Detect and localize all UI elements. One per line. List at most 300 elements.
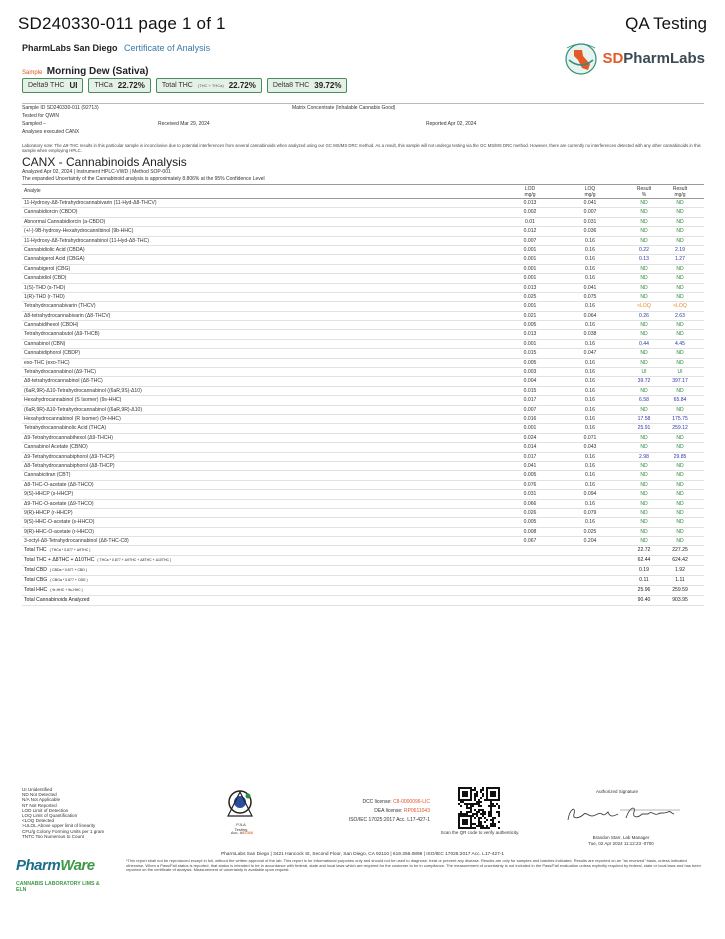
analyte-cell: 3-octyl-Δ8-Tetrahydrocannabinol (Δ8-THC-C8) (24, 538, 129, 545)
result-pct-cell: ND (640, 284, 648, 291)
total-pct-cell: 90.40 (637, 596, 651, 603)
analyte-cell: Cannabinol (CBN) (24, 340, 66, 347)
loq-cell: 0.041 (583, 284, 597, 291)
pjla-acc-label: Acc. # (230, 830, 242, 835)
table-row (22, 509, 704, 518)
legend-item: >ULOL Above upper limit of linearity (22, 823, 96, 829)
table-row (22, 330, 704, 339)
loq-cell: 0.16 (585, 500, 595, 507)
sample-name: Morning Dew (Sativa) (46, 66, 149, 77)
total-formula: ( CBDa * 0.877 + CBD ) (49, 568, 87, 573)
loq-cell: 0.16 (585, 256, 595, 263)
total-formula: ( THCa * 0.877 + Δ9THC ) (49, 548, 91, 553)
analyte-cell: 11-Hydroxy-Δ8-Tetrahydrocannabivarin (11-Hyd-Δ8-THCV) (24, 200, 157, 206)
table-row (22, 443, 704, 452)
result-mg-cell: ND (676, 209, 684, 216)
table-totals (22, 546, 704, 605)
pharmware-ware: Ware (60, 857, 95, 874)
legend-item: TNTC Too Numerous to Count (22, 833, 84, 839)
badge-label: THCa (94, 82, 113, 89)
result-mg-cell: ND (676, 387, 684, 394)
total-pct-cell: 0.19 (639, 567, 649, 574)
lod-cell: 0.031 (523, 491, 537, 498)
badge-value: 22.72% (228, 81, 256, 90)
total-label (24, 546, 90, 555)
dea-label: DEA license: (374, 808, 403, 814)
report-title: SD240330-011 page 1 of 1 (18, 14, 226, 33)
pharmware-pharm: Pharm (16, 857, 61, 874)
result-mg-cell: 2.19 (675, 246, 685, 253)
result-mg-cell: 65.84 (673, 397, 687, 404)
result-mg-cell: ND (676, 275, 684, 282)
analyte-cell: Tetrahydrocannabivarin (THCV) (24, 303, 96, 310)
logo-main: PharmLabs (623, 49, 705, 67)
table-row (22, 490, 704, 499)
legend-item: LOQ Limit of Quantification (22, 813, 78, 819)
total-formula: ( 9r-HHC + 9s-HHC ) (50, 588, 83, 593)
lod-cell: 0.025 (523, 293, 537, 300)
result-pct-cell: ND (640, 509, 648, 516)
table-row (22, 528, 704, 537)
logo-sd: SD (602, 49, 624, 67)
table-row (22, 518, 704, 527)
analyte-cell: 9(S)-HHC-O-acetate (s-HHCO) (24, 519, 95, 526)
analyte-cell: Tetrahydrocannabinol (Δ9-THC) (24, 369, 96, 376)
table-row (22, 321, 704, 330)
loq-cell: 0.16 (585, 378, 595, 385)
potency-badges (22, 78, 347, 93)
loq-cell: 0.094 (583, 491, 597, 498)
table-row (22, 424, 704, 433)
lod-cell: 0.005 (523, 359, 537, 366)
result-mg-cell: ND (676, 538, 684, 545)
table-row (22, 284, 704, 293)
table-row (22, 377, 704, 386)
result-pct-cell: 2.98 (639, 453, 649, 460)
pjla-accreditation (220, 784, 260, 834)
result-mg-cell: 397.17 (672, 378, 688, 385)
total-row (22, 576, 704, 586)
badge-value: 22.72% (117, 81, 145, 90)
header-analyte: Analyte (24, 188, 41, 194)
loq-cell: 0.075 (583, 293, 597, 300)
total-mg-cell: 1.11 (675, 577, 685, 584)
analyte-cell: Abnormal Cannabidiorcin (a-CBDO) (24, 218, 106, 225)
loq-cell: 0.204 (583, 538, 597, 545)
analyte-cell: (6aR,9R)-Δ10-Tetrahydrocannabinol ((6aR,9R)-Δ10) (24, 406, 143, 413)
doc-type: Certificate of Analysis (124, 43, 211, 53)
california-map-icon (564, 40, 598, 76)
loq-cell: 0.16 (585, 340, 595, 347)
result-pct-cell: ND (640, 406, 648, 413)
analyte-cell: Δ8-Tetrahydrocannabiphorol (Δ8-THCP) (24, 462, 115, 469)
signatory-name: Brandon Starr, Lab Manager (592, 835, 650, 840)
sample-id: Sample ID SD240330-011 (92713) (22, 105, 99, 111)
lod-cell: 0.007 (523, 237, 537, 244)
total-pct-cell: 62.44 (637, 557, 651, 564)
signature-date: Tue, 02 Apr 2024 11:12:23 -0700 (588, 840, 654, 846)
logo-text (602, 50, 705, 67)
lod-cell: 0.001 (523, 256, 537, 263)
loq-cell: 0.16 (585, 237, 595, 244)
result-mg-cell: ND (676, 265, 684, 272)
result-mg-cell: ND (676, 331, 684, 338)
loq-cell: 0.16 (585, 415, 595, 422)
lod-cell: 0.017 (523, 453, 537, 460)
loq-cell: 0.16 (585, 265, 595, 272)
result-mg-cell: ND (676, 434, 684, 441)
total-mg-cell: 624.42 (672, 557, 688, 564)
result-pct-cell: ND (640, 331, 648, 338)
legend-item: <LOQ Detected (22, 818, 55, 824)
result-pct-cell: ND (640, 538, 648, 545)
analyte-cell: 9(R)-HHC-O-acetate (r-HHCO) (24, 528, 94, 535)
lod-cell: 0.017 (523, 397, 537, 404)
badge-label: Total THC (161, 82, 193, 89)
lod-cell: 0.007 (523, 406, 537, 413)
result-pct-cell: ND (640, 293, 648, 300)
analyte-cell: Cannabicitran (CBT) (24, 472, 71, 479)
total-label (24, 566, 87, 575)
loq-cell: 0.16 (585, 481, 595, 488)
result-mg-cell: ND (676, 293, 684, 300)
analyte-cell: Cannabidiol (CBD) (24, 275, 67, 282)
loq-cell: 0.16 (585, 519, 595, 526)
legend-item: ND Not Detected (22, 792, 57, 798)
result-pct-cell: ND (640, 209, 648, 216)
table-row (22, 237, 704, 246)
analyte-cell: Cannabidihexol (CBDH) (24, 322, 79, 329)
loq-cell: 0.16 (585, 322, 595, 329)
result-mg-cell: UI (677, 369, 683, 376)
footer-disclaimer: *This report shall not be reproduced except in full, without the written approval of the lab. This report is for informational purposes only and should not be used to diagnose, treat or prevent any disease. Results are only for samples and batches indicated. Results are reported on an "as received" basis, unless indicated otherwise. When a Pass/Fail status is reported, that status is intended to be in accordance with federal, state and local laws which are required for the customer to be in compliance. The measurement of uncertainty is not included in the Pass/Fail evaluation unless explicitly required by federal, state or local laws and has been reported on the certificate of analysis. Measurement of uncertainty is available upon request. (126, 858, 701, 872)
lod-cell: 0.001 (523, 340, 537, 347)
result-pct-cell: ND (640, 322, 648, 329)
result-mg-cell: ND (676, 218, 684, 225)
sample-line (22, 61, 148, 79)
lab-line (22, 43, 210, 53)
table-body (22, 199, 704, 546)
legend-item: NT Not Reported (22, 802, 57, 808)
lod-cell: 0.012 (523, 228, 537, 235)
table-row (22, 462, 704, 471)
analyte-cell: Cannabidiorcin (CBDO) (24, 209, 78, 216)
table-row (22, 453, 704, 462)
badge-delta9 (22, 78, 83, 93)
table-row (22, 265, 704, 274)
dea-value: RP0611043 (403, 808, 430, 814)
lod-cell: 0.024 (523, 434, 537, 441)
lod-cell: 0.001 (523, 246, 537, 253)
abbreviation-legend (22, 787, 104, 839)
pharmware-wordmark (16, 857, 95, 874)
table-row (22, 340, 704, 349)
lod-cell: 0.004 (523, 378, 537, 385)
tested-for: Tested for QWIN (22, 113, 59, 119)
legend-item: CFU/g Colony Forming Units per 1 gram (22, 828, 105, 834)
analyte-cell: 9(R)-HHCP (r-HHCP) (24, 509, 73, 516)
total-pct-cell: 22.72 (637, 547, 651, 554)
info-row (22, 120, 704, 128)
result-mg-cell: 1.27 (675, 256, 685, 263)
result-pct-cell: ND (640, 275, 648, 282)
analyte-cell: 11-Hydroxy-Δ8-Tetrahydrocannabinol (11-Hyd-Δ8-THC) (24, 237, 149, 244)
table-row (22, 255, 704, 264)
result-pct-cell: ND (640, 237, 648, 244)
lod-cell: 0.001 (523, 425, 537, 432)
pharmware-logo (16, 855, 111, 895)
analyte-cell: exo-THC (exo-THC) (24, 359, 70, 366)
badge-thca (88, 78, 150, 93)
method-line: Analyzed Apr 02, 2024 | Instrument HPLC-VWD | Method SOP-001 (22, 169, 171, 175)
result-mg-cell: 4.45 (675, 340, 685, 347)
total-pct-cell: 25.96 (637, 587, 651, 594)
licenses (318, 797, 430, 817)
analyte-cell: Δ9-Tetrahydrocannabihexol (Δ9-THCH) (24, 434, 113, 441)
loq-cell: 0.16 (585, 359, 595, 366)
result-mg-cell: ND (676, 491, 684, 498)
badge-delta8 (267, 78, 348, 93)
loq-cell: 0.047 (583, 350, 597, 357)
loq-cell: 0.031 (583, 218, 597, 225)
dcc-value: C8-0000096-LIC (393, 799, 430, 805)
loq-cell: 0.025 (583, 528, 597, 535)
lod-cell: 0.005 (523, 322, 537, 329)
lod-cell: 0.01 (525, 218, 535, 225)
analyte-cell: Δ8-tetrahydrocannabivarin (Δ8-THCV) (24, 312, 111, 319)
total-mg-cell: 227.25 (672, 547, 688, 554)
table-row (22, 302, 704, 311)
result-mg-cell: 2.63 (675, 312, 685, 319)
analyte-cell: Hexahydrocannabinol (R Isomer) (9r-HHC) (24, 415, 121, 422)
result-mg-cell: ND (676, 228, 684, 235)
analyte-cell: 1(R)-THD (r-THD) (24, 293, 65, 300)
result-pct-cell: ND (640, 228, 648, 235)
result-mg-cell: 29.85 (673, 453, 687, 460)
table-row (22, 500, 704, 509)
result-pct-cell: 6.58 (639, 397, 649, 404)
pjla-acc-num: 85368 (242, 830, 254, 835)
analyte-cell: Hexahydrocannabinol (S Isomer) (9s-HHC) (24, 397, 122, 404)
analyte-cell: Δ8-tetrahydrocannabinol (Δ8-THC) (24, 378, 103, 385)
total-pct-cell: 0.11 (639, 577, 649, 584)
loq-cell: 0.16 (585, 453, 595, 460)
analyte-cell: Cannabinol Acetate (CBNO) (24, 444, 88, 451)
total-label (24, 556, 171, 565)
total-label (24, 586, 83, 595)
result-pct-cell: ND (640, 462, 648, 469)
loq-cell: 0.16 (585, 397, 595, 404)
result-pct-cell: 0.22 (639, 246, 649, 253)
lod-cell: 0.076 (523, 481, 537, 488)
table-row (22, 471, 704, 480)
table-row (22, 199, 704, 208)
table-row (22, 368, 704, 377)
header-result-mg: Result mg/g (672, 186, 688, 198)
result-mg-cell: ND (676, 322, 684, 329)
analyte-cell: (+/-)-9B-hydroxy-Hexahydrocannibinol (9b-HHC) (24, 228, 134, 235)
total-name: Total CBG (24, 577, 48, 584)
badge-label: Delta8 THC (272, 82, 310, 89)
result-mg-cell: ND (676, 284, 684, 291)
total-formula: ( THCa * 0.877 + Δ9THC + Δ8THC + Δ10THC ) (97, 558, 172, 563)
result-pct-cell: ND (640, 200, 648, 206)
result-pct-cell: ND (640, 350, 648, 357)
table-row (22, 434, 704, 443)
result-mg-cell: <LOQ (673, 303, 687, 310)
sample-info (22, 103, 704, 136)
lod-cell: 0.021 (523, 312, 537, 319)
result-pct-cell: ND (640, 491, 648, 498)
legend-item: LOD Limit of Detection (22, 807, 69, 813)
footer-address: PharmLabs San Diego | 3421 Hancock St, Second Floor, San Diego, CA 92110 | 619.356.0898 | ISO/IEC 17025:2017 Acc. L17-427-1 (220, 852, 505, 857)
result-mg-cell: 259.12 (672, 425, 688, 432)
loq-cell: 0.041 (583, 200, 597, 206)
result-mg-cell: ND (676, 519, 684, 526)
section-title: CANX - Cannabinoids Analysis (22, 155, 187, 169)
iso-accreditation: ISO/IEC 17025:2017 Acc. L17-427-1 (348, 817, 430, 823)
total-row (22, 546, 704, 556)
result-pct-cell: ND (640, 359, 648, 366)
lod-cell: 0.041 (523, 462, 537, 469)
table-row (22, 415, 704, 424)
analyte-cell: Cannabidiphorol (CBDP) (24, 350, 81, 357)
total-label (24, 576, 88, 585)
header-lod: LOD mg/g (524, 186, 536, 198)
header-result-pct: Result % (636, 186, 652, 198)
table-row (22, 227, 704, 236)
qa-testing-label: QA Testing (625, 14, 707, 33)
lod-cell: 0.013 (523, 284, 537, 291)
loq-cell: 0.064 (583, 312, 597, 319)
loq-cell: 0.16 (585, 369, 595, 376)
table-row (22, 218, 704, 227)
analyte-cell: Cannabidiolic Acid (CBDA) (24, 246, 85, 253)
result-pct-cell: 25.91 (637, 425, 651, 432)
analyte-cell: Δ9-Tetrahydrocannabiphorol (Δ9-THCP) (24, 453, 115, 460)
lod-cell: 0.026 (523, 509, 537, 516)
result-pct-cell: 0.13 (639, 256, 649, 263)
result-pct-cell: ND (640, 500, 648, 507)
analyte-cell: Δ9-THC-O-acetate (Δ9-THCO) (24, 500, 94, 507)
sample-label: Sample (22, 70, 43, 76)
result-mg-cell: ND (676, 359, 684, 366)
table-row (22, 293, 704, 302)
lod-cell: 0.066 (523, 500, 537, 507)
result-mg-cell: ND (676, 481, 684, 488)
table-row (22, 312, 704, 321)
table-row (22, 359, 704, 368)
info-row (22, 128, 704, 136)
reported: Reported Apr 02, 2024 (426, 121, 477, 127)
matrix: Matrix Concentrate (Inhalable Cannabis Good) (292, 105, 396, 111)
result-mg-cell: ND (676, 472, 684, 479)
loq-cell: 0.16 (585, 275, 595, 282)
legend-item: N/A Not Applicable (22, 797, 61, 803)
loq-cell: 0.16 (585, 406, 595, 413)
lod-cell: 0.008 (523, 528, 537, 535)
result-pct-cell: ND (640, 434, 648, 441)
result-pct-cell: ND (640, 481, 648, 488)
loq-cell: 0.16 (585, 246, 595, 253)
badge-total-thc (156, 78, 262, 93)
badge-sub: (THC + THCa) (197, 83, 224, 88)
analyte-cell: 9(S)-HHCP (s-HHCP) (24, 491, 74, 498)
lod-cell: 0.013 (523, 331, 537, 338)
result-mg-cell: ND (676, 509, 684, 516)
analyte-cell: Tetrahydrocannabutol (Δ9-THCB) (24, 331, 100, 338)
result-mg-cell: ND (676, 444, 684, 451)
result-mg-cell: ND (676, 500, 684, 507)
pjla-logo-icon (220, 784, 260, 822)
total-label (24, 596, 92, 605)
sampled: Sampled – (22, 121, 46, 127)
loq-cell: 0.038 (583, 331, 597, 338)
lod-cell: 0.015 (523, 350, 537, 357)
loq-cell: 0.007 (583, 209, 597, 216)
pjla-testing: Testing (234, 827, 248, 832)
analyte-cell: Tetrahydrocannabinolic Acid (THCA) (24, 425, 107, 432)
analyte-cell: Cannabigerol (CBG) (24, 265, 71, 272)
signature-heading: Authorized Signature (596, 789, 639, 794)
loq-cell: 0.071 (583, 434, 597, 441)
header-loq: LOQ mg/g (584, 186, 596, 198)
loq-cell: 0.16 (585, 472, 595, 479)
total-name: Total THC + Δ8THC + Δ10THC (24, 557, 95, 564)
loq-cell: 0.079 (583, 509, 597, 516)
total-mg-cell: 1.92 (675, 567, 685, 574)
table-row (22, 406, 704, 415)
analyte-cell: 1(S)-THD (s-THD) (24, 284, 66, 291)
result-pct-cell: ND (640, 472, 648, 479)
lod-cell: 0.005 (523, 519, 537, 526)
result-pct-cell: 39.72 (637, 378, 651, 385)
total-mg-cell: 903.95 (672, 596, 688, 603)
total-row (22, 596, 704, 606)
result-pct-cell: 0.26 (639, 312, 649, 319)
info-row (22, 112, 704, 120)
analyte-cell: (6aR,9R)-Δ10-Tetrahydrocannabinol ((6aR,9S)-Δ10) (24, 387, 142, 394)
lod-cell: 0.013 (523, 200, 537, 206)
info-row (22, 104, 704, 112)
result-pct-cell: ND (640, 444, 648, 451)
analyte-cell: Cannabigerol Acid (CBGA) (24, 256, 85, 263)
pjla-acc (222, 830, 262, 835)
total-row (22, 566, 704, 576)
result-pct-cell: UI (641, 369, 647, 376)
loq-cell: 0.043 (583, 444, 597, 451)
table-row (22, 246, 704, 255)
total-name: Total CBD (24, 567, 47, 574)
table-header (22, 184, 704, 199)
qr-code-icon[interactable] (458, 787, 500, 829)
lod-cell: 0.001 (523, 265, 537, 272)
uncertainty-line: The expanded Uncertainty of the Cannabinoid analysis is approximately 8.806% at the 95% Confidence Level (22, 176, 265, 182)
result-mg-cell: ND (676, 528, 684, 535)
result-mg-cell: ND (676, 406, 684, 413)
cannabinoid-table (22, 184, 704, 606)
result-pct-cell: <LOQ (637, 303, 651, 310)
dea-license (318, 806, 430, 816)
table-row (22, 537, 704, 546)
table-row (22, 387, 704, 396)
total-row (22, 586, 704, 596)
lab-name: PharmLabs San Diego (22, 43, 118, 53)
loq-cell: 0.16 (585, 387, 595, 394)
received: Received Mar 29, 2024 (158, 121, 210, 127)
lod-cell: 0.001 (523, 303, 537, 310)
pharmware-tagline: CANNABIS LABORATORY LIMS & ELN (16, 881, 100, 893)
